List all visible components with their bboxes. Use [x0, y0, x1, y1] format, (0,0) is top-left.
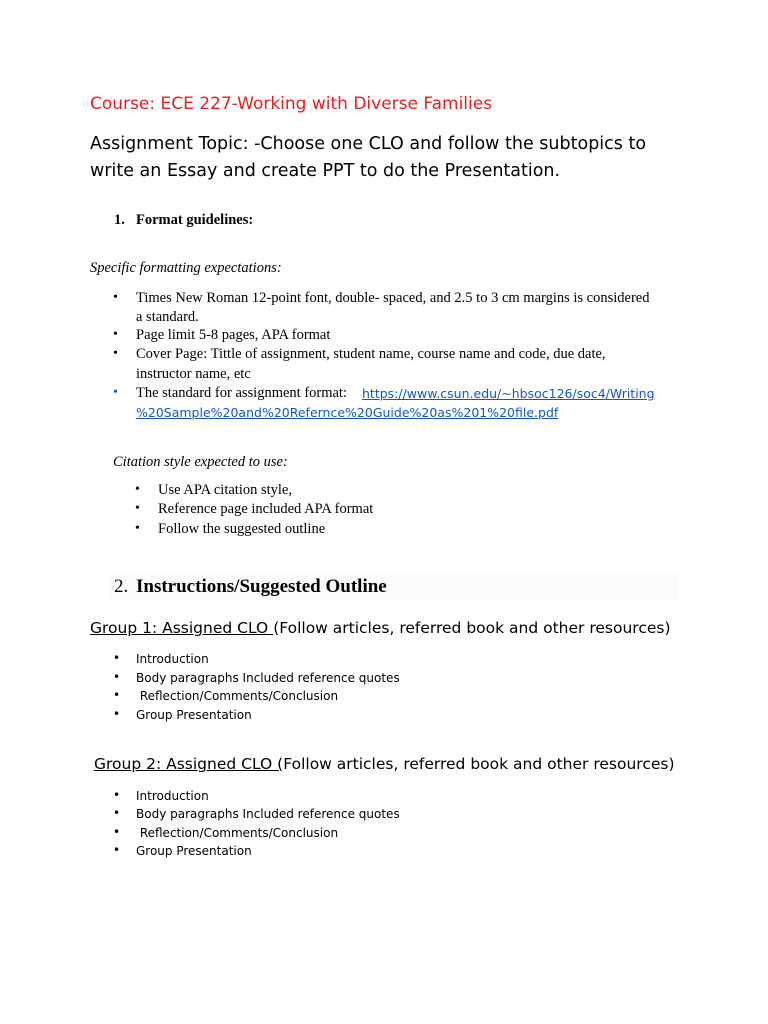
bullet-icon: • [135, 501, 140, 516]
list-item: Body paragraphs Included reference quotes [136, 671, 400, 685]
list-item-continued: a standard. [136, 309, 199, 325]
bullet-icon: • [113, 843, 121, 857]
formatting-subheading: Specific formatting expectations: [90, 260, 282, 276]
bullet-icon: • [113, 670, 121, 684]
bullet-icon: • [135, 482, 140, 497]
bullet-icon: • [135, 521, 140, 536]
section-1-number: 1. [114, 212, 125, 228]
bullet-icon: • [113, 327, 118, 342]
group-1-note: (Follow articles, referred book and other resources) [273, 619, 671, 637]
section-2-number: 2. [114, 576, 129, 597]
bullet-icon: • [113, 788, 121, 802]
group-2-note: Follow articles, referred book and other resources) [283, 755, 675, 773]
list-item: Group Presentation [136, 708, 252, 722]
section-2-title: Instructions/Suggested Outline [136, 576, 387, 597]
group-1-heading [90, 619, 671, 637]
bullet-icon: • [113, 806, 121, 820]
course-title: Course: ECE 227-Working with Diverse Families [90, 94, 493, 114]
list-item: Reflection/Comments/Conclusion [136, 689, 339, 703]
list-item-continued: instructor name, etc [136, 366, 251, 382]
list-item: Introduction [136, 652, 209, 666]
list-item: Reference page included APA format [158, 501, 374, 517]
bullet-icon: • [113, 346, 118, 361]
citation-subheading: Citation style expected to use: [113, 454, 288, 470]
bullet-icon: • [113, 385, 118, 400]
list-item: Introduction [136, 789, 209, 803]
list-item: Group Presentation [136, 844, 252, 858]
list-item: Body paragraphs Included reference quotes [136, 807, 400, 821]
section-1-title: Format guidelines: [136, 212, 254, 228]
list-item: Page limit 5-8 pages, APA format [136, 327, 331, 343]
list-item: Cover Page: Tittle of assignment, student name, course name and code, due date, [136, 346, 606, 362]
list-item: The standard for assignment format: [136, 385, 347, 401]
group-2-label: Group 2: Assigned CLO ( [94, 755, 284, 773]
group-1-label: Group 1: Assigned CLO [90, 619, 274, 637]
format-guide-link[interactable]: https://www.csun.edu/~hbsoc126/soc4/Writing [362, 386, 655, 401]
list-item: Use APA citation style, [158, 482, 292, 498]
assignment-topic: Assignment Topic: -Choose one CLO and follow the subtopics to write an Essay and create PPT to do the Presentation. [90, 134, 647, 181]
bullet-icon: • [113, 707, 121, 721]
format-guide-link-continued[interactable]: %20Sample%20and%20Refernce%20Guide%20as%201%20file.pdf [136, 405, 559, 420]
list-item: Times New Roman 12-point font, double- spaced, and 2.5 to 3 cm margins is considered [136, 290, 650, 306]
group-2-heading [94, 755, 675, 773]
bullet-icon: • [113, 825, 121, 839]
bullet-icon: • [113, 651, 121, 665]
list-item: Follow the suggested outline [158, 521, 326, 537]
bullet-icon: • [113, 688, 121, 702]
list-item: Reflection/Comments/Conclusion [136, 826, 339, 840]
bullet-icon: • [113, 290, 118, 305]
